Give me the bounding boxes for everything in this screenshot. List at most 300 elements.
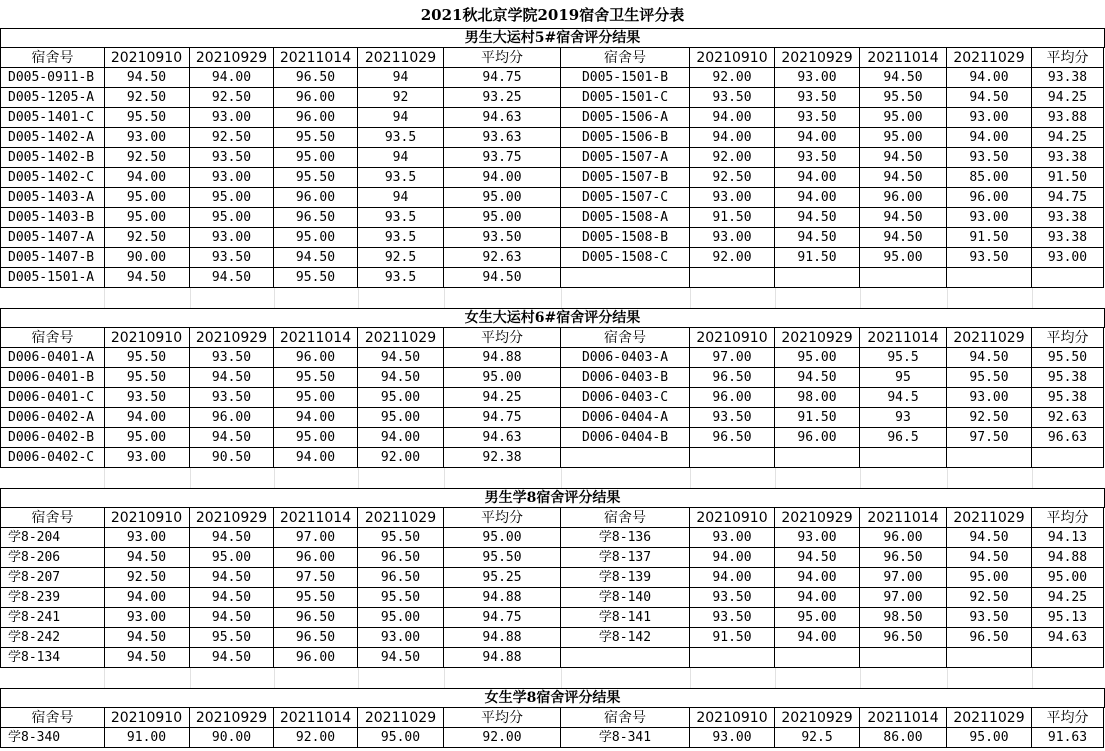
score-cell: 96.50 [274, 608, 358, 628]
average-cell [1032, 448, 1104, 468]
average-cell: 93.38 [1032, 228, 1104, 248]
score-cell: 93.00 [358, 628, 444, 648]
column-header: 20211014 [860, 508, 947, 528]
score-cell: 96.50 [860, 628, 947, 648]
dorm-id-cell: 学8-241 [0, 608, 105, 628]
column-header: 20211014 [274, 328, 358, 348]
score-cell: 95.5 [860, 348, 947, 368]
score-cell: 92 [358, 88, 444, 108]
score-cell: 96.00 [190, 408, 274, 428]
score-cell: 94.50 [860, 148, 947, 168]
score-cell: 91.50 [690, 628, 775, 648]
score-cell [690, 268, 775, 288]
average-cell: 91.50 [1032, 168, 1104, 188]
score-cell: 93.00 [104, 448, 190, 468]
dorm-id-cell [561, 648, 690, 668]
score-cell: 94.50 [860, 68, 947, 88]
column-header: 20210929 [190, 708, 274, 728]
score-cell: 94 [358, 108, 444, 128]
score-cell: 93.50 [775, 148, 860, 168]
score-cell: 93.00 [104, 528, 190, 548]
gridline [947, 668, 948, 688]
score-cell: 93.5 [358, 168, 444, 188]
column-header: 宿舍号 [0, 328, 105, 348]
score-cell: 93.50 [690, 608, 775, 628]
score-cell: 86.00 [860, 728, 947, 748]
score-cell: 94.50 [104, 268, 190, 288]
column-header: 平均分 [1032, 48, 1104, 68]
gridline [1032, 668, 1033, 688]
average-cell: 94.25 [1032, 128, 1104, 148]
gridline [444, 668, 445, 688]
dorm-id-cell: D006-0401-A [0, 348, 105, 368]
score-cell: 94.50 [190, 528, 274, 548]
gridline [947, 468, 948, 488]
dorm-id-cell: D005-1401-C [0, 108, 105, 128]
gridline [358, 468, 359, 488]
dorm-id-cell: D005-1508-A [561, 208, 690, 228]
score-cell [860, 448, 947, 468]
column-header: 宿舍号 [0, 508, 105, 528]
score-cell: 94 [358, 148, 444, 168]
dorm-id-cell: D006-0403-B [561, 368, 690, 388]
score-cell: 95.00 [775, 608, 860, 628]
score-cell: 94.50 [104, 68, 190, 88]
average-cell: 92.00 [444, 728, 561, 748]
score-cell: 94.50 [860, 168, 947, 188]
score-cell: 95 [860, 368, 947, 388]
average-cell [1032, 648, 1104, 668]
average-cell: 94.88 [444, 588, 561, 608]
column-header: 20210910 [104, 328, 190, 348]
column-header: 平均分 [1032, 508, 1104, 528]
score-cell: 94.50 [947, 548, 1032, 568]
header-row [0, 328, 1105, 348]
score-cell: 93.00 [690, 228, 775, 248]
average-cell: 95.38 [1032, 388, 1104, 408]
table-row [0, 728, 1105, 748]
table-row [0, 148, 1105, 168]
average-cell: 93.38 [1032, 148, 1104, 168]
section-title: 女生大运村6#宿舍评分结果 [0, 308, 1105, 328]
column-header: 20211014 [274, 708, 358, 728]
column-header: 20211029 [358, 328, 444, 348]
score-cell [775, 268, 860, 288]
score-cell: 92.50 [947, 588, 1032, 608]
average-cell: 92.63 [444, 248, 561, 268]
table-row [0, 88, 1105, 108]
score-cell: 95.00 [358, 728, 444, 748]
score-cell: 95.50 [274, 368, 358, 388]
average-cell: 95.00 [444, 528, 561, 548]
dorm-id-cell: 学8-239 [0, 588, 105, 608]
gridline [775, 668, 776, 688]
score-cell: 96.50 [690, 368, 775, 388]
score-cell [690, 448, 775, 468]
score-cell: 95.00 [274, 228, 358, 248]
table-row [0, 228, 1105, 248]
header-row [0, 708, 1105, 728]
column-header: 20211014 [274, 508, 358, 528]
average-cell: 96.63 [1032, 428, 1104, 448]
score-cell: 95.50 [860, 88, 947, 108]
gridline [444, 468, 445, 488]
score-cell: 94.50 [190, 368, 274, 388]
dorm-id-cell: 学8-137 [561, 548, 690, 568]
section-title: 男生学8宿舍评分结果 [0, 488, 1105, 508]
score-cell: 95.50 [358, 588, 444, 608]
dorm-id-cell: D006-0402-B [0, 428, 105, 448]
table-row [0, 68, 1105, 88]
column-header: 20210929 [190, 508, 274, 528]
dorm-id-cell: 学8-204 [0, 528, 105, 548]
score-cell: 92.50 [190, 128, 274, 148]
score-cell [775, 648, 860, 668]
score-cell: 91.50 [690, 208, 775, 228]
table-row [0, 548, 1105, 568]
score-cell: 92.50 [104, 228, 190, 248]
score-cell: 94.00 [775, 628, 860, 648]
score-cell: 94.50 [358, 648, 444, 668]
score-cell: 95.50 [274, 268, 358, 288]
column-header: 宿舍号 [561, 708, 690, 728]
table-row [0, 428, 1105, 448]
dorm-id-cell: D005-1402-A [0, 128, 105, 148]
dorm-id-cell: D006-0401-C [0, 388, 105, 408]
gridline [860, 288, 861, 308]
dorm-id-cell: D005-1402-C [0, 168, 105, 188]
gridline [274, 468, 275, 488]
score-cell: 94.50 [860, 208, 947, 228]
table-row [0, 268, 1105, 288]
column-header: 20210910 [690, 48, 775, 68]
score-cell: 96.50 [690, 428, 775, 448]
score-cell [947, 648, 1032, 668]
average-cell: 94.75 [444, 68, 561, 88]
score-cell: 96.00 [860, 528, 947, 548]
dorm-id-cell: 学8-142 [561, 628, 690, 648]
score-cell: 92.5 [358, 248, 444, 268]
score-cell: 93.5 [358, 228, 444, 248]
score-cell: 94.50 [860, 228, 947, 248]
dorm-id-cell: 学8-134 [0, 648, 105, 668]
score-cell: 94.50 [775, 548, 860, 568]
dorm-id-cell: D006-0402-C [0, 448, 105, 468]
table-row [0, 588, 1105, 608]
table-row [0, 128, 1105, 148]
average-cell: 95.25 [444, 568, 561, 588]
column-header: 20211029 [947, 328, 1032, 348]
score-cell: 94.50 [358, 368, 444, 388]
score-cell: 93.00 [190, 168, 274, 188]
score-cell [860, 648, 947, 668]
dorm-id-cell: D005-1403-B [0, 208, 105, 228]
average-cell: 93.75 [444, 148, 561, 168]
average-cell: 94.13 [1032, 528, 1104, 548]
gridline [274, 288, 275, 308]
gridline [358, 288, 359, 308]
column-header: 20210910 [690, 708, 775, 728]
score-cell: 93.50 [190, 248, 274, 268]
score-cell: 92.50 [690, 168, 775, 188]
dorm-id-cell: 学8-207 [0, 568, 105, 588]
average-cell: 95.38 [1032, 368, 1104, 388]
score-cell: 94.50 [190, 268, 274, 288]
score-cell: 98.00 [775, 388, 860, 408]
score-cell: 96.50 [274, 68, 358, 88]
column-header: 平均分 [1032, 328, 1104, 348]
column-header: 宿舍号 [561, 48, 690, 68]
average-cell: 94.25 [1032, 88, 1104, 108]
gridline [775, 288, 776, 308]
score-cell: 96.00 [274, 188, 358, 208]
score-cell: 97.00 [690, 348, 775, 368]
score-cell: 94.50 [358, 348, 444, 368]
dorm-id-cell: D006-0401-B [0, 368, 105, 388]
column-header: 20210929 [775, 708, 860, 728]
score-cell: 95.50 [104, 368, 190, 388]
score-cell: 92.00 [274, 728, 358, 748]
score-cell: 95.00 [775, 348, 860, 368]
score-cell: 94.50 [775, 228, 860, 248]
average-cell: 94.25 [444, 388, 561, 408]
score-cell: 97.00 [860, 568, 947, 588]
dorm-id-cell: D005-1501-B [561, 68, 690, 88]
score-cell: 94.50 [775, 368, 860, 388]
dorm-id-cell: D006-0404-A [561, 408, 690, 428]
score-cell: 93.00 [947, 208, 1032, 228]
average-cell: 94.75 [1032, 188, 1104, 208]
average-cell: 95.50 [1032, 348, 1104, 368]
score-cell: 93.50 [104, 388, 190, 408]
score-cell: 94 [358, 188, 444, 208]
column-header: 宿舍号 [0, 708, 105, 728]
average-cell: 94.88 [444, 628, 561, 648]
score-cell: 94.5 [860, 388, 947, 408]
blank-row [0, 468, 1105, 488]
sheet-title: 2021秋北京学院2019宿舍卫生评分表 [420, 6, 685, 24]
column-header: 20211014 [860, 328, 947, 348]
score-cell: 85.00 [947, 168, 1032, 188]
score-cell: 96.50 [947, 628, 1032, 648]
gridline [104, 288, 105, 308]
average-cell: 95.00 [444, 208, 561, 228]
score-cell: 93.50 [690, 588, 775, 608]
score-cell: 93.50 [690, 88, 775, 108]
score-cell: 93.50 [690, 408, 775, 428]
column-header: 宿舍号 [561, 328, 690, 348]
score-cell: 94.50 [104, 628, 190, 648]
table-row [0, 608, 1105, 628]
score-cell: 95.00 [190, 548, 274, 568]
score-cell: 96.50 [358, 568, 444, 588]
score-cell: 92.00 [358, 448, 444, 468]
score-cell: 94.50 [104, 548, 190, 568]
average-cell: 93.00 [1032, 248, 1104, 268]
score-cell: 96.5 [860, 428, 947, 448]
dorm-id-cell: D005-1205-A [0, 88, 105, 108]
dorm-id-cell: D005-1501-A [0, 268, 105, 288]
score-cell: 93.50 [190, 348, 274, 368]
dorm-id-cell: D005-1507-B [561, 168, 690, 188]
average-cell: 93.88 [1032, 108, 1104, 128]
score-cell: 94.00 [104, 408, 190, 428]
score-cell: 95.00 [274, 388, 358, 408]
table-row [0, 628, 1105, 648]
gridline [690, 288, 691, 308]
gridline [444, 288, 445, 308]
column-header: 平均分 [444, 508, 561, 528]
average-cell: 93.38 [1032, 208, 1104, 228]
dorm-id-cell: D005-1403-A [0, 188, 105, 208]
header-row [0, 508, 1105, 528]
score-cell: 94.00 [690, 108, 775, 128]
score-cell: 94 [358, 68, 444, 88]
average-cell: 94.25 [1032, 588, 1104, 608]
score-cell: 95.00 [274, 428, 358, 448]
average-cell: 94.88 [444, 648, 561, 668]
dorm-id-cell: 学8-206 [0, 548, 105, 568]
score-cell: 95.50 [358, 528, 444, 548]
score-cell: 93.00 [775, 528, 860, 548]
score-cell: 96.50 [358, 548, 444, 568]
column-header: 20210929 [775, 508, 860, 528]
score-cell [947, 448, 1032, 468]
score-cell: 95.00 [358, 408, 444, 428]
score-cell: 94.00 [947, 128, 1032, 148]
score-cell: 95.50 [274, 168, 358, 188]
score-cell: 94.00 [775, 568, 860, 588]
score-cell: 93.00 [690, 528, 775, 548]
score-cell: 93.5 [358, 268, 444, 288]
blank-row [0, 668, 1105, 688]
score-cell: 94.00 [690, 128, 775, 148]
column-header: 20211014 [274, 48, 358, 68]
gridline [561, 668, 562, 688]
score-cell: 95.00 [947, 568, 1032, 588]
score-cell: 95.00 [358, 388, 444, 408]
score-cell: 95.50 [190, 628, 274, 648]
dorm-id-cell: D005-0911-B [0, 68, 105, 88]
score-cell: 95.00 [860, 248, 947, 268]
score-cell: 92.50 [947, 408, 1032, 428]
average-cell: 93.63 [444, 128, 561, 148]
gridline [190, 288, 191, 308]
score-cell: 94.00 [775, 588, 860, 608]
score-cell: 96.00 [947, 188, 1032, 208]
score-cell: 94.50 [947, 88, 1032, 108]
score-cell: 93.50 [947, 148, 1032, 168]
score-cell: 94.50 [190, 428, 274, 448]
column-header: 平均分 [444, 48, 561, 68]
score-cell: 94.00 [190, 68, 274, 88]
dorm-id-cell [561, 448, 690, 468]
score-cell: 93.00 [190, 108, 274, 128]
score-cell: 92.50 [104, 148, 190, 168]
score-cell: 94.50 [190, 588, 274, 608]
average-cell: 94.75 [444, 408, 561, 428]
table-row [0, 528, 1105, 548]
score-cell: 93.50 [947, 248, 1032, 268]
column-header: 20210929 [775, 48, 860, 68]
dorm-id-cell: D005-1506-B [561, 128, 690, 148]
average-cell: 95.50 [444, 548, 561, 568]
score-cell: 92.5 [775, 728, 860, 748]
score-cell: 95.00 [274, 148, 358, 168]
gridline [947, 288, 948, 308]
gridline [190, 468, 191, 488]
column-header: 宿舍号 [0, 48, 105, 68]
score-cell: 95.50 [274, 128, 358, 148]
score-cell: 93.5 [358, 128, 444, 148]
column-header: 20210910 [104, 708, 190, 728]
average-cell: 93.25 [444, 88, 561, 108]
score-cell [775, 448, 860, 468]
gridline [1032, 468, 1033, 488]
dorm-id-cell: 学8-140 [561, 588, 690, 608]
average-cell: 92.63 [1032, 408, 1104, 428]
gridline [274, 668, 275, 688]
dorm-id-cell: 学8-136 [561, 528, 690, 548]
score-cell: 95.00 [947, 728, 1032, 748]
score-cell [947, 268, 1032, 288]
column-header: 20211029 [358, 708, 444, 728]
average-cell: 93.38 [1032, 68, 1104, 88]
score-cell: 94.00 [274, 408, 358, 428]
score-cell: 93.50 [947, 608, 1032, 628]
column-header: 20211029 [947, 708, 1032, 728]
table-row [0, 208, 1105, 228]
gridline [104, 668, 105, 688]
column-header: 20211014 [860, 48, 947, 68]
gridline [775, 468, 776, 488]
table-row [0, 408, 1105, 428]
section-title: 男生大运村5#宿舍评分结果 [0, 28, 1105, 48]
score-cell: 90.00 [104, 248, 190, 268]
score-cell: 95.00 [860, 108, 947, 128]
score-cell: 98.50 [860, 608, 947, 628]
gridline [104, 468, 105, 488]
score-cell: 95.50 [104, 348, 190, 368]
column-header: 20210929 [190, 328, 274, 348]
average-cell: 93.50 [444, 228, 561, 248]
dorm-id-cell: D005-1506-A [561, 108, 690, 128]
score-cell: 95.50 [274, 588, 358, 608]
dorm-id-cell: D006-0403-C [561, 388, 690, 408]
score-cell: 93.00 [190, 228, 274, 248]
column-header: 20210910 [104, 48, 190, 68]
average-cell: 92.38 [444, 448, 561, 468]
score-cell: 95.00 [104, 188, 190, 208]
column-header: 平均分 [444, 708, 561, 728]
gridline [561, 468, 562, 488]
score-cell: 93.5 [358, 208, 444, 228]
score-cell: 92.00 [690, 148, 775, 168]
score-cell: 94.50 [274, 248, 358, 268]
gridline [860, 468, 861, 488]
score-cell: 95.00 [190, 188, 274, 208]
score-cell: 94.00 [775, 168, 860, 188]
table-row [0, 648, 1105, 668]
score-cell: 93.00 [775, 68, 860, 88]
dorm-id-cell: D005-1501-C [561, 88, 690, 108]
dorm-id-cell: 学8-341 [561, 728, 690, 748]
average-cell: 94.88 [444, 348, 561, 368]
score-cell [860, 268, 947, 288]
score-cell: 95.50 [104, 108, 190, 128]
score-cell: 94.50 [190, 608, 274, 628]
score-cell: 92.50 [104, 568, 190, 588]
